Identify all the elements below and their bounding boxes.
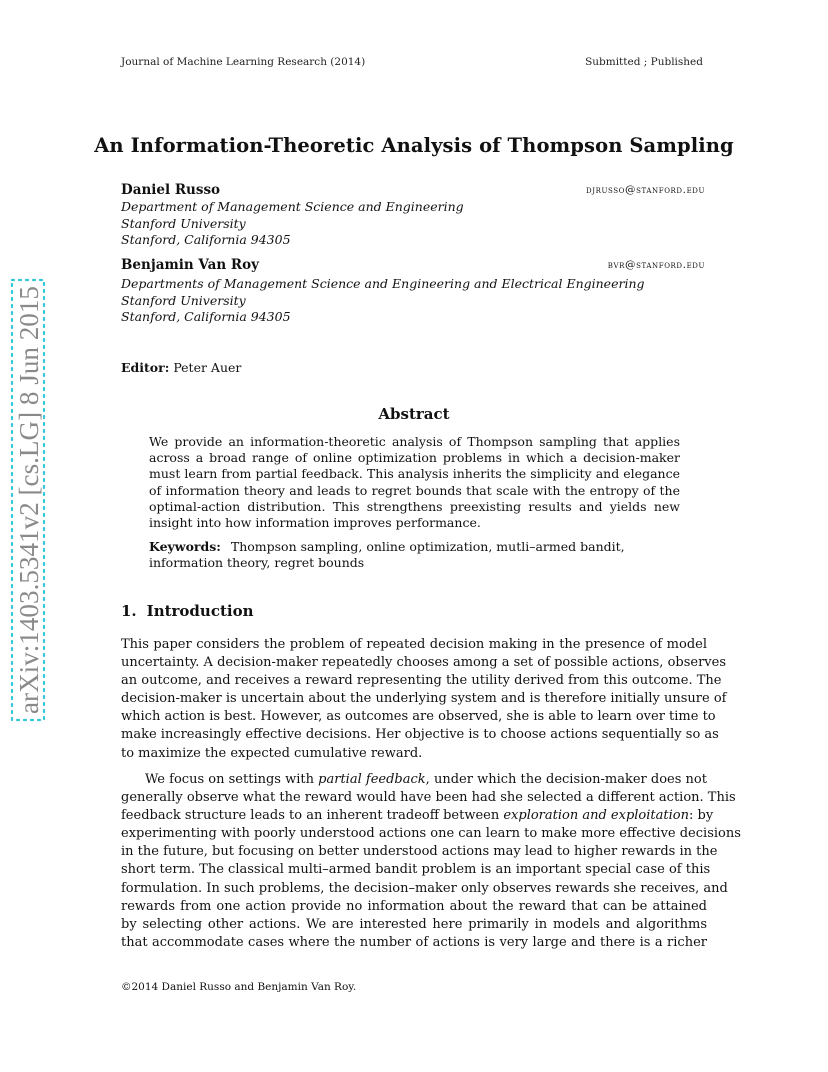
text-line: by selecting other actions. We are interested here primarily in models and algorithms [121, 916, 707, 932]
text-line: make increasingly effective decisions. Her objective is to choose actions sequentially so as [121, 727, 719, 743]
author-name-russo: Daniel Russo [121, 182, 221, 198]
keywords-label: Keywords: [149, 539, 221, 554]
text-line: This paper considers the problem of repeated decision making in the presence of model [121, 637, 707, 652]
author-affiliation-russo [121, 199, 464, 249]
section-heading [121, 602, 264, 620]
paper-title: An Information-Theoretic Analysis of Thompson Sampling [94, 134, 734, 157]
text-line: that accommodate cases where the number of actions is very large and there is a richer [121, 934, 707, 950]
text-line [121, 771, 707, 789]
keywords-list: Thompson sampling, online optimization, mutli–armed bandit, information theory, regret bounds [149, 539, 625, 571]
text-run: We focus on settings with [145, 772, 319, 787]
editor-label: Editor: [121, 360, 170, 375]
arxiv-identifier-stamp [8, 278, 48, 722]
editor-line [121, 360, 241, 375]
affiliation-line: Stanford University [121, 215, 246, 231]
running-header-status: Submitted ; Published [585, 56, 703, 68]
arxiv-stamp-text: arXiv:1403.5341v2 [cs.LG] 8 Jun 2015 [13, 280, 44, 714]
affiliation-line: Department of Management Science and Engineering [121, 199, 464, 214]
intro-paragraph-1 [121, 636, 727, 763]
copyright-footer: ©2014 Daniel Russo and Benjamin Van Roy. [121, 981, 357, 993]
text-run: : by [688, 808, 714, 824]
intro-paragraph-2 [121, 771, 741, 952]
author-name-van-roy: Benjamin Van Roy [121, 257, 259, 273]
author-affiliation-van-roy [121, 276, 645, 326]
text-line: to maximize the expected cumulative reward. [121, 745, 423, 761]
author-email-van-roy: bvr@stanford.edu [607, 259, 705, 271]
running-header-journal: Journal of Machine Learning Research (2014) [121, 56, 366, 68]
text-run: , under which the decision-maker does not [425, 772, 707, 787]
text-line: an outcome, and receives a reward representing the utility derived from this outcome. The [121, 673, 722, 689]
editor-name: Peter Auer [173, 360, 242, 375]
text-run: feedback structure leads to an inherent tradeoff between [121, 808, 504, 824]
emphasis-exploration-exploitation: exploration and exploitation [503, 808, 689, 824]
text-line: decision-maker is uncertain about the underlying system and is therefore initially unsure of [121, 691, 727, 707]
affiliation-line: Stanford, California 94305 [121, 232, 291, 247]
text-line: uncertainty. A decision-maker repeatedly chooses among a set of possible actions, observes [121, 655, 727, 671]
text-line: formulation. In such problems, the decision–maker only observes rewards she receives, and [121, 880, 728, 896]
text-line: generally observe what the reward would have been had she selected a different action. This [121, 790, 736, 806]
abstract-text: We provide an information-theoretic analysis of Thompson sampling that applies across a broad range of online optimization problems in which a decision-maker must learn from partial feedback. This analysis inherits the simplicity and elegance of information theory and leads to regret bounds that scale with the entropy of the optimal-action distribution. This strengthens preexisting results and yields new insight into how information improves performance. [149, 434, 680, 531]
text-line: which action is best. However, as outcomes are observed, she is able to learn over time to [121, 709, 716, 725]
affiliation-line: Departments of Management Science and Engineering and Electrical Engineering [121, 276, 645, 291]
text-line [121, 807, 714, 825]
author-email-russo: djrusso@stanford.edu [586, 184, 705, 196]
emphasis-partial-feedback: partial feedback [318, 772, 426, 787]
keywords [149, 539, 680, 571]
affiliation-line: Stanford, California 94305 [121, 309, 291, 324]
affiliation-line: Stanford University [121, 292, 246, 308]
text-line: rewards from one action provide no information about the reward that can be attained [121, 898, 707, 914]
text-line: short term. The classical multi–armed bandit problem is an important special case of this [121, 862, 711, 878]
section-title: Introduction [146, 602, 254, 620]
abstract-heading: Abstract [378, 405, 450, 423]
text-line: in the future, but focusing on better understood actions may lead to higher rewards in the [121, 844, 718, 860]
text-line: experimenting with poorly understood actions one can learn to make more effective decisions [121, 826, 741, 842]
section-number: 1. [121, 602, 137, 620]
arxiv-stamp-graphic [8, 278, 48, 722]
